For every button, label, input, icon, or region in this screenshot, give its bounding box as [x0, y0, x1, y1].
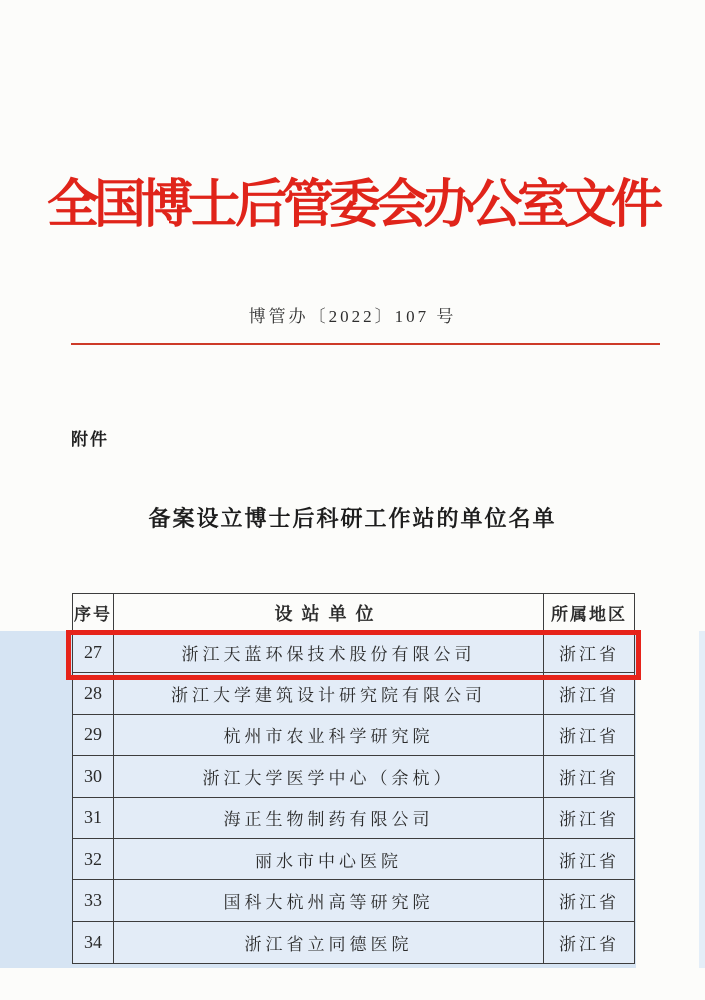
cell-region: 浙江省 — [544, 922, 634, 963]
cell-region: 浙江省 — [544, 798, 634, 839]
table-row — [73, 632, 634, 673]
table-row — [73, 839, 634, 880]
cell-unit: 国科大杭州高等研究院 — [114, 880, 544, 921]
table-row — [73, 922, 634, 963]
cell-region: 浙江省 — [544, 880, 634, 921]
red-divider-line — [71, 343, 660, 345]
units-table — [72, 593, 635, 964]
cell-region: 浙江省 — [544, 632, 634, 673]
table-row — [73, 798, 634, 839]
table-row — [73, 880, 634, 921]
cell-no: 30 — [73, 756, 114, 797]
cell-no: 31 — [73, 798, 114, 839]
cell-unit: 浙江大学医学中心（余杭） — [114, 756, 544, 797]
cell-no: 32 — [73, 839, 114, 880]
table-row — [73, 715, 634, 756]
cell-no: 28 — [73, 673, 114, 714]
cell-unit: 海正生物制药有限公司 — [114, 798, 544, 839]
cell-unit: 杭州市农业科学研究院 — [114, 715, 544, 756]
table-title: 备案设立博士后科研工作站的单位名单 — [148, 506, 557, 531]
cell-no: 29 — [73, 715, 114, 756]
cell-region: 浙江省 — [544, 839, 634, 880]
cell-unit: 浙江省立同德医院 — [114, 922, 544, 963]
header-cell-region: 所属地区 — [544, 594, 634, 632]
header-cell-unit: 设站单位 — [114, 594, 544, 632]
table-row — [73, 673, 634, 714]
header-cell-no: 序号 — [73, 594, 114, 632]
cell-region: 浙江省 — [544, 715, 634, 756]
cell-region: 浙江省 — [544, 756, 634, 797]
attachment-label: 附件 — [71, 430, 109, 449]
document-title: 全国博士后管委会办公室文件 — [46, 177, 658, 234]
scan-tint-right-edge — [699, 631, 705, 968]
document-number: 博管办〔2022〕107 号 — [248, 307, 457, 326]
cell-unit: 浙江大学建筑设计研究院有限公司 — [114, 673, 544, 714]
cell-no: 34 — [73, 922, 114, 963]
cell-unit: 丽水市中心医院 — [114, 839, 544, 880]
cell-unit: 浙江天蓝环保技术股份有限公司 — [114, 632, 544, 673]
cell-no: 33 — [73, 880, 114, 921]
cell-no: 27 — [73, 632, 114, 673]
table-row — [73, 756, 634, 797]
table-header-row — [73, 594, 634, 632]
cell-region: 浙江省 — [544, 673, 634, 714]
table-body — [73, 632, 634, 963]
